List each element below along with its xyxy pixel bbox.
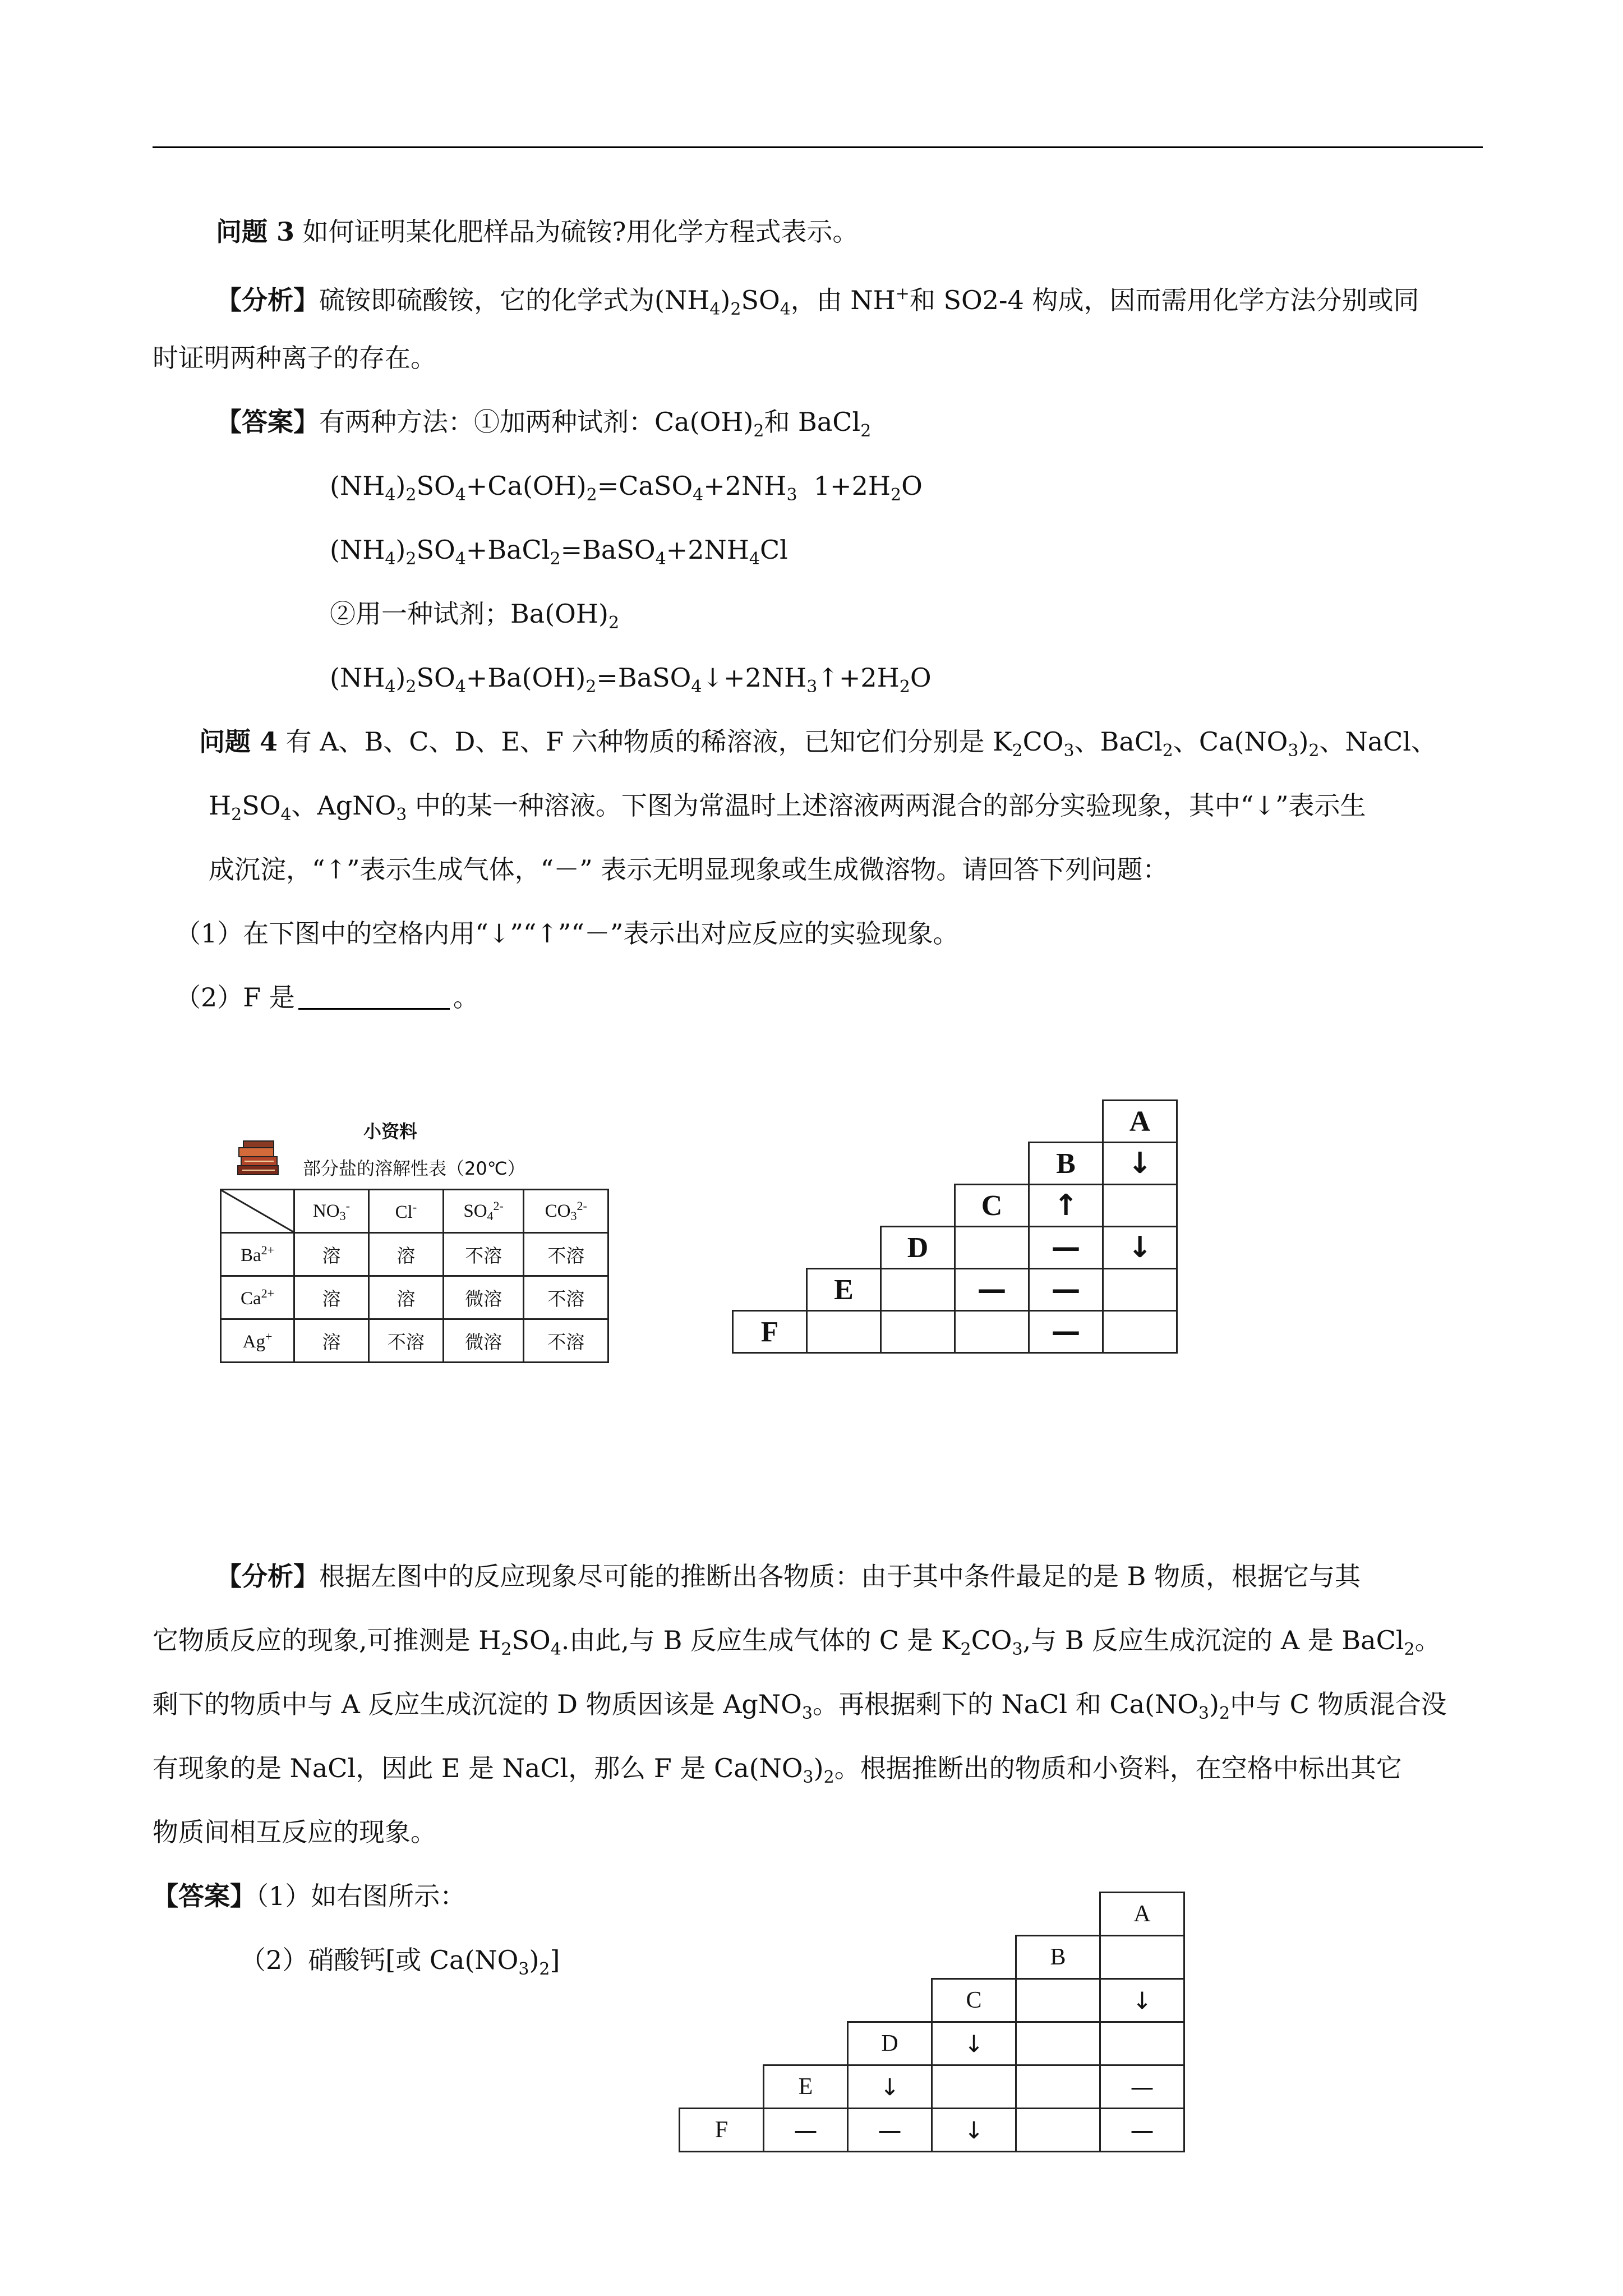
- reaction-mark: ↓: [1127, 1147, 1152, 1180]
- grid-cell-E-A: [1102, 1268, 1178, 1312]
- q4-subquestion-1: （1）在下图中的空格内用“↓”“↑”“－”表示出对应反应的实验现象。: [175, 918, 959, 949]
- grid-cell-C-B: [1028, 1184, 1104, 1227]
- info-title: 小资料: [363, 1121, 418, 1142]
- q3-method-2: ②用一种试剂；$Ba(OH)_2$: [330, 599, 620, 633]
- grid-label-F: F: [679, 2108, 764, 2152]
- grid-cell-F-E: [763, 2108, 849, 2152]
- q4-line-3: 成沉淀，“↑”表示生成气体，“－” 表示无明显现象或生成微溶物。请回答下列问题：: [209, 854, 1169, 885]
- info-subtitle: 部分盐的溶解性表（20℃）: [303, 1158, 525, 1179]
- grid-label-D: D: [880, 1226, 956, 1269]
- table-corner: [221, 1190, 294, 1233]
- q4-analysis-line1: 【分析】根据左图中的反应现象尽可能的推断出各物质：由于其中条件最足的是 B 物质，根据它与其: [216, 1561, 1361, 1591]
- table-cell: 不溶: [368, 1319, 443, 1363]
- corner-diagonal: [222, 1190, 293, 1232]
- grid-cell-E-C: [954, 1268, 1030, 1312]
- reaction-mark: —: [1051, 1273, 1081, 1306]
- q3-question: 问题 3 如何证明某化肥样品为硫铵?用化学方程式表示。: [216, 217, 859, 247]
- grid-cell-E-B: [1028, 1268, 1104, 1312]
- grid-label-E: E: [806, 1268, 882, 1312]
- grid-cell-E-B: [1015, 2064, 1101, 2109]
- col-header-no3: $NO_3^-$: [294, 1190, 369, 1233]
- books-icon: [236, 1140, 282, 1178]
- reaction-grid-answer: [679, 1892, 1197, 2166]
- reaction-mark: —: [878, 2116, 902, 2144]
- reaction-mark: —: [1051, 1315, 1081, 1349]
- solubility-table: [220, 1189, 609, 1363]
- grid-cell-E-A: [1099, 2064, 1185, 2109]
- reaction-mark: —: [1130, 2116, 1154, 2144]
- grid-cell-E-D: [847, 2064, 933, 2109]
- q4-subquestion-2: （2）F 是 。: [175, 982, 479, 1013]
- grid-cell-E-D: [880, 1268, 956, 1312]
- grid-cell-F-A: [1102, 1310, 1178, 1354]
- grid-cell-B-A: [1102, 1142, 1178, 1185]
- q3-equation-1: $(NH_4)_2SO_4+Ca(OH)_2=CaSO_4+2NH_3$ $1+2H_2O$: [330, 471, 923, 505]
- table-cell: 微溶: [443, 1276, 524, 1319]
- grid-label-D: D: [847, 2021, 933, 2066]
- grid-label-A: A: [1102, 1099, 1178, 1143]
- grid-cell-D-B: [1028, 1226, 1104, 1269]
- q4-answer-2: （2）硝酸钙[或 $Ca(NO_3)_2$]: [240, 1945, 560, 1979]
- grid-cell-D-A: [1099, 2021, 1185, 2066]
- grid-cell-F-B: [1015, 2108, 1101, 2152]
- q4-analysis-line4: 有现象的是 NaCl，因此 E 是 NaCl，那么 F 是 $Ca(NO_3)_2$。根据推断出的物质和小资料，在空格中标出其它: [153, 1753, 1402, 1787]
- grid-cell-F-C: [931, 2108, 1017, 2152]
- col-header-cl: Cl-: [368, 1190, 443, 1233]
- q4-line-1: 问题 4 有 A、B、C、D、E、F 六种物质的稀溶液，已知它们分别是 $K_2CO_3$、BaCl$_2$、$Ca(NO_3)_2$、NaCl、: [199, 726, 1437, 761]
- table-cell: 溶: [294, 1233, 369, 1276]
- col-header-co3: $CO_3^{2-}$: [524, 1190, 608, 1233]
- grid-cell-D-C: [931, 2021, 1017, 2066]
- header-rule: [153, 146, 1483, 148]
- grid-cell-F-A: [1099, 2108, 1185, 2152]
- grid-cell-D-A: [1102, 1226, 1178, 1269]
- grid-cell-E-C: [931, 2064, 1017, 2109]
- answer-blank: [298, 982, 450, 1010]
- reaction-grid-question: [732, 1099, 1189, 1363]
- reaction-mark: ↓: [963, 2030, 984, 2058]
- table-cell: 不溶: [524, 1319, 608, 1363]
- reaction-mark: —: [1130, 2073, 1154, 2101]
- q3-analysis-line1: 【分析】硫铵即硫酸铵，它的化学式为$(NH_4)_2SO_4$，由 NH+和 SO2-4 构成，因而需用化学方法分别或同: [216, 284, 1419, 319]
- q3-equation-2: $(NH_4)_2SO_4+BaCl_2=BaSO_4+2NH_4Cl$: [330, 535, 788, 569]
- grid-cell-B-A: [1099, 1935, 1185, 1980]
- grid-cell-C-A: [1102, 1184, 1178, 1227]
- row-header-ca: $Ca^{2+}$: [221, 1276, 294, 1319]
- table-cell: 溶: [368, 1233, 443, 1276]
- grid-cell-F-D: [847, 2108, 933, 2152]
- grid-label-B: B: [1015, 1935, 1101, 1980]
- grid-label-F: F: [732, 1310, 808, 1354]
- table-cell: 溶: [294, 1319, 369, 1363]
- table-cell: 不溶: [524, 1233, 608, 1276]
- table-cell: 溶: [294, 1276, 369, 1319]
- grid-label-C: C: [954, 1184, 1030, 1227]
- grid-cell-D-B: [1015, 2021, 1101, 2066]
- reaction-mark: —: [1051, 1231, 1081, 1264]
- grid-cell-F-B: [1028, 1310, 1104, 1354]
- q4-analysis-line2: 它物质反应的现象,可推测是 $H_2SO_4$.由此,与 B 反应生成气体的 C 是 $K_2CO_3$,与 B 反应生成沉淀的 A 是 BaCl$_2$。: [153, 1625, 1441, 1659]
- q3-equation-3: $(NH_4)_2SO_4+Ba(OH)_2=BaSO_4↓+2NH_3↑+2H_2O$: [330, 662, 932, 697]
- reaction-mark: ↓: [1127, 1231, 1152, 1264]
- reaction-mark: ↑: [1053, 1189, 1078, 1222]
- table-cell: 不溶: [524, 1276, 608, 1319]
- row-header-ag: Ag+: [221, 1319, 294, 1363]
- grid-cell-F-E: [806, 1310, 882, 1354]
- grid-cell-D-C: [954, 1226, 1030, 1269]
- q3-answer: 【答案】有两种方法：①加两种试剂：$Ca(OH)_2$和 BaCl$_2$: [216, 407, 872, 441]
- q4-analysis-line3: 剩下的物质中与 A 反应生成沉淀的 D 物质因该是 AgNO$_3$。再根据剩下的 NaCl 和 $Ca(NO_3)_2$中与 C 物质混合没: [153, 1689, 1447, 1723]
- grid-label-C: C: [931, 1978, 1017, 2023]
- reaction-mark: —: [977, 1273, 1007, 1306]
- reaction-mark: ↓: [879, 2073, 900, 2101]
- grid-label-B: B: [1028, 1142, 1104, 1185]
- q4-line-2: $H_2SO_4$、AgNO$_3$ 中的某一种溶液。下图为常温时上述溶液两两混合的部分实验现象，其中“↓”表示生: [209, 790, 1366, 825]
- q4-analysis-line5: 物质间相互反应的现象。: [153, 1817, 436, 1847]
- q3-analysis-line2: 时证明两种离子的存在。: [153, 343, 436, 373]
- grid-cell-C-A: [1099, 1978, 1185, 2023]
- grid-cell-F-C: [954, 1310, 1030, 1354]
- table-cell: 微溶: [443, 1319, 524, 1363]
- col-header-so4: $SO_4^{2-}$: [443, 1190, 524, 1233]
- q4-answer-1: 【答案】（1）如右图所示：: [153, 1881, 466, 1911]
- grid-cell-C-B: [1015, 1978, 1101, 2023]
- grid-label-A: A: [1099, 1892, 1185, 1936]
- grid-cell-F-D: [880, 1310, 956, 1354]
- table-cell: 不溶: [443, 1233, 524, 1276]
- reaction-mark: ↓: [963, 2116, 984, 2144]
- grid-label-E: E: [763, 2064, 849, 2109]
- table-cell: 溶: [368, 1276, 443, 1319]
- reaction-mark: —: [794, 2116, 818, 2144]
- reaction-mark: ↓: [1132, 1986, 1152, 2014]
- row-header-ba: $Ba^{2+}$: [221, 1233, 294, 1276]
